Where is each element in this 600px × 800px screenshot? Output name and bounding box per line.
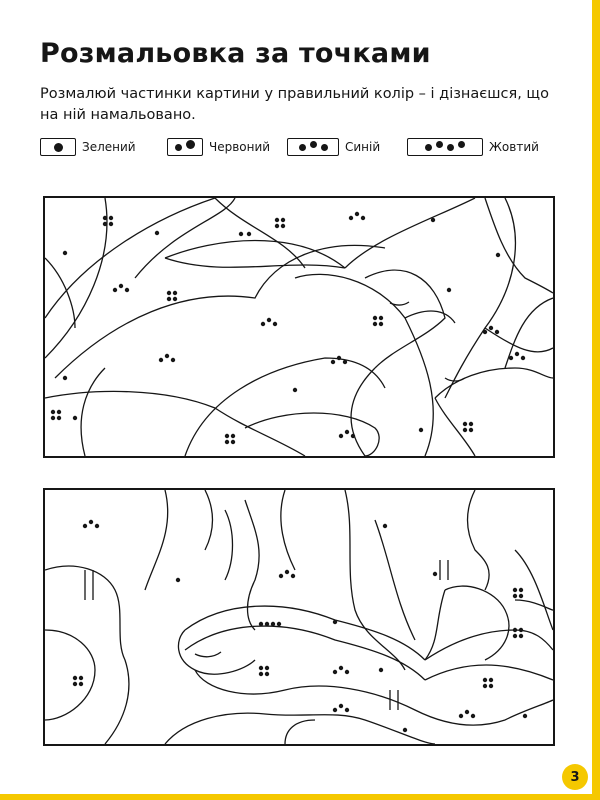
legend-item-blue (287, 136, 380, 158)
legend-item-red (167, 136, 270, 158)
instruction-text: Розмалюй частинки картини у правильний колір – і дізнаєшся, що на ній намальовано. (40, 86, 549, 123)
page-number-badge: 3 (562, 764, 588, 790)
legend-label: Жовтий (489, 140, 539, 154)
legend-item-yellow (407, 136, 539, 158)
legend-dots-2 (167, 138, 203, 156)
legend-dots-4 (407, 138, 483, 156)
page-bottom-accent (0, 794, 600, 800)
coloring-picture-2 (43, 488, 555, 746)
legend-dots-1 (40, 138, 76, 156)
coloring-picture-1 (43, 196, 555, 458)
page-title: Розмальовка за точками (40, 38, 431, 69)
legend-label: Синій (345, 140, 381, 154)
page-edge-accent (592, 0, 600, 800)
legend-dots-3 (287, 138, 339, 156)
color-legend (40, 136, 560, 160)
legend-item-green (40, 136, 136, 158)
legend-label: Червоний (209, 140, 271, 154)
legend-label: Зелений (82, 140, 136, 154)
